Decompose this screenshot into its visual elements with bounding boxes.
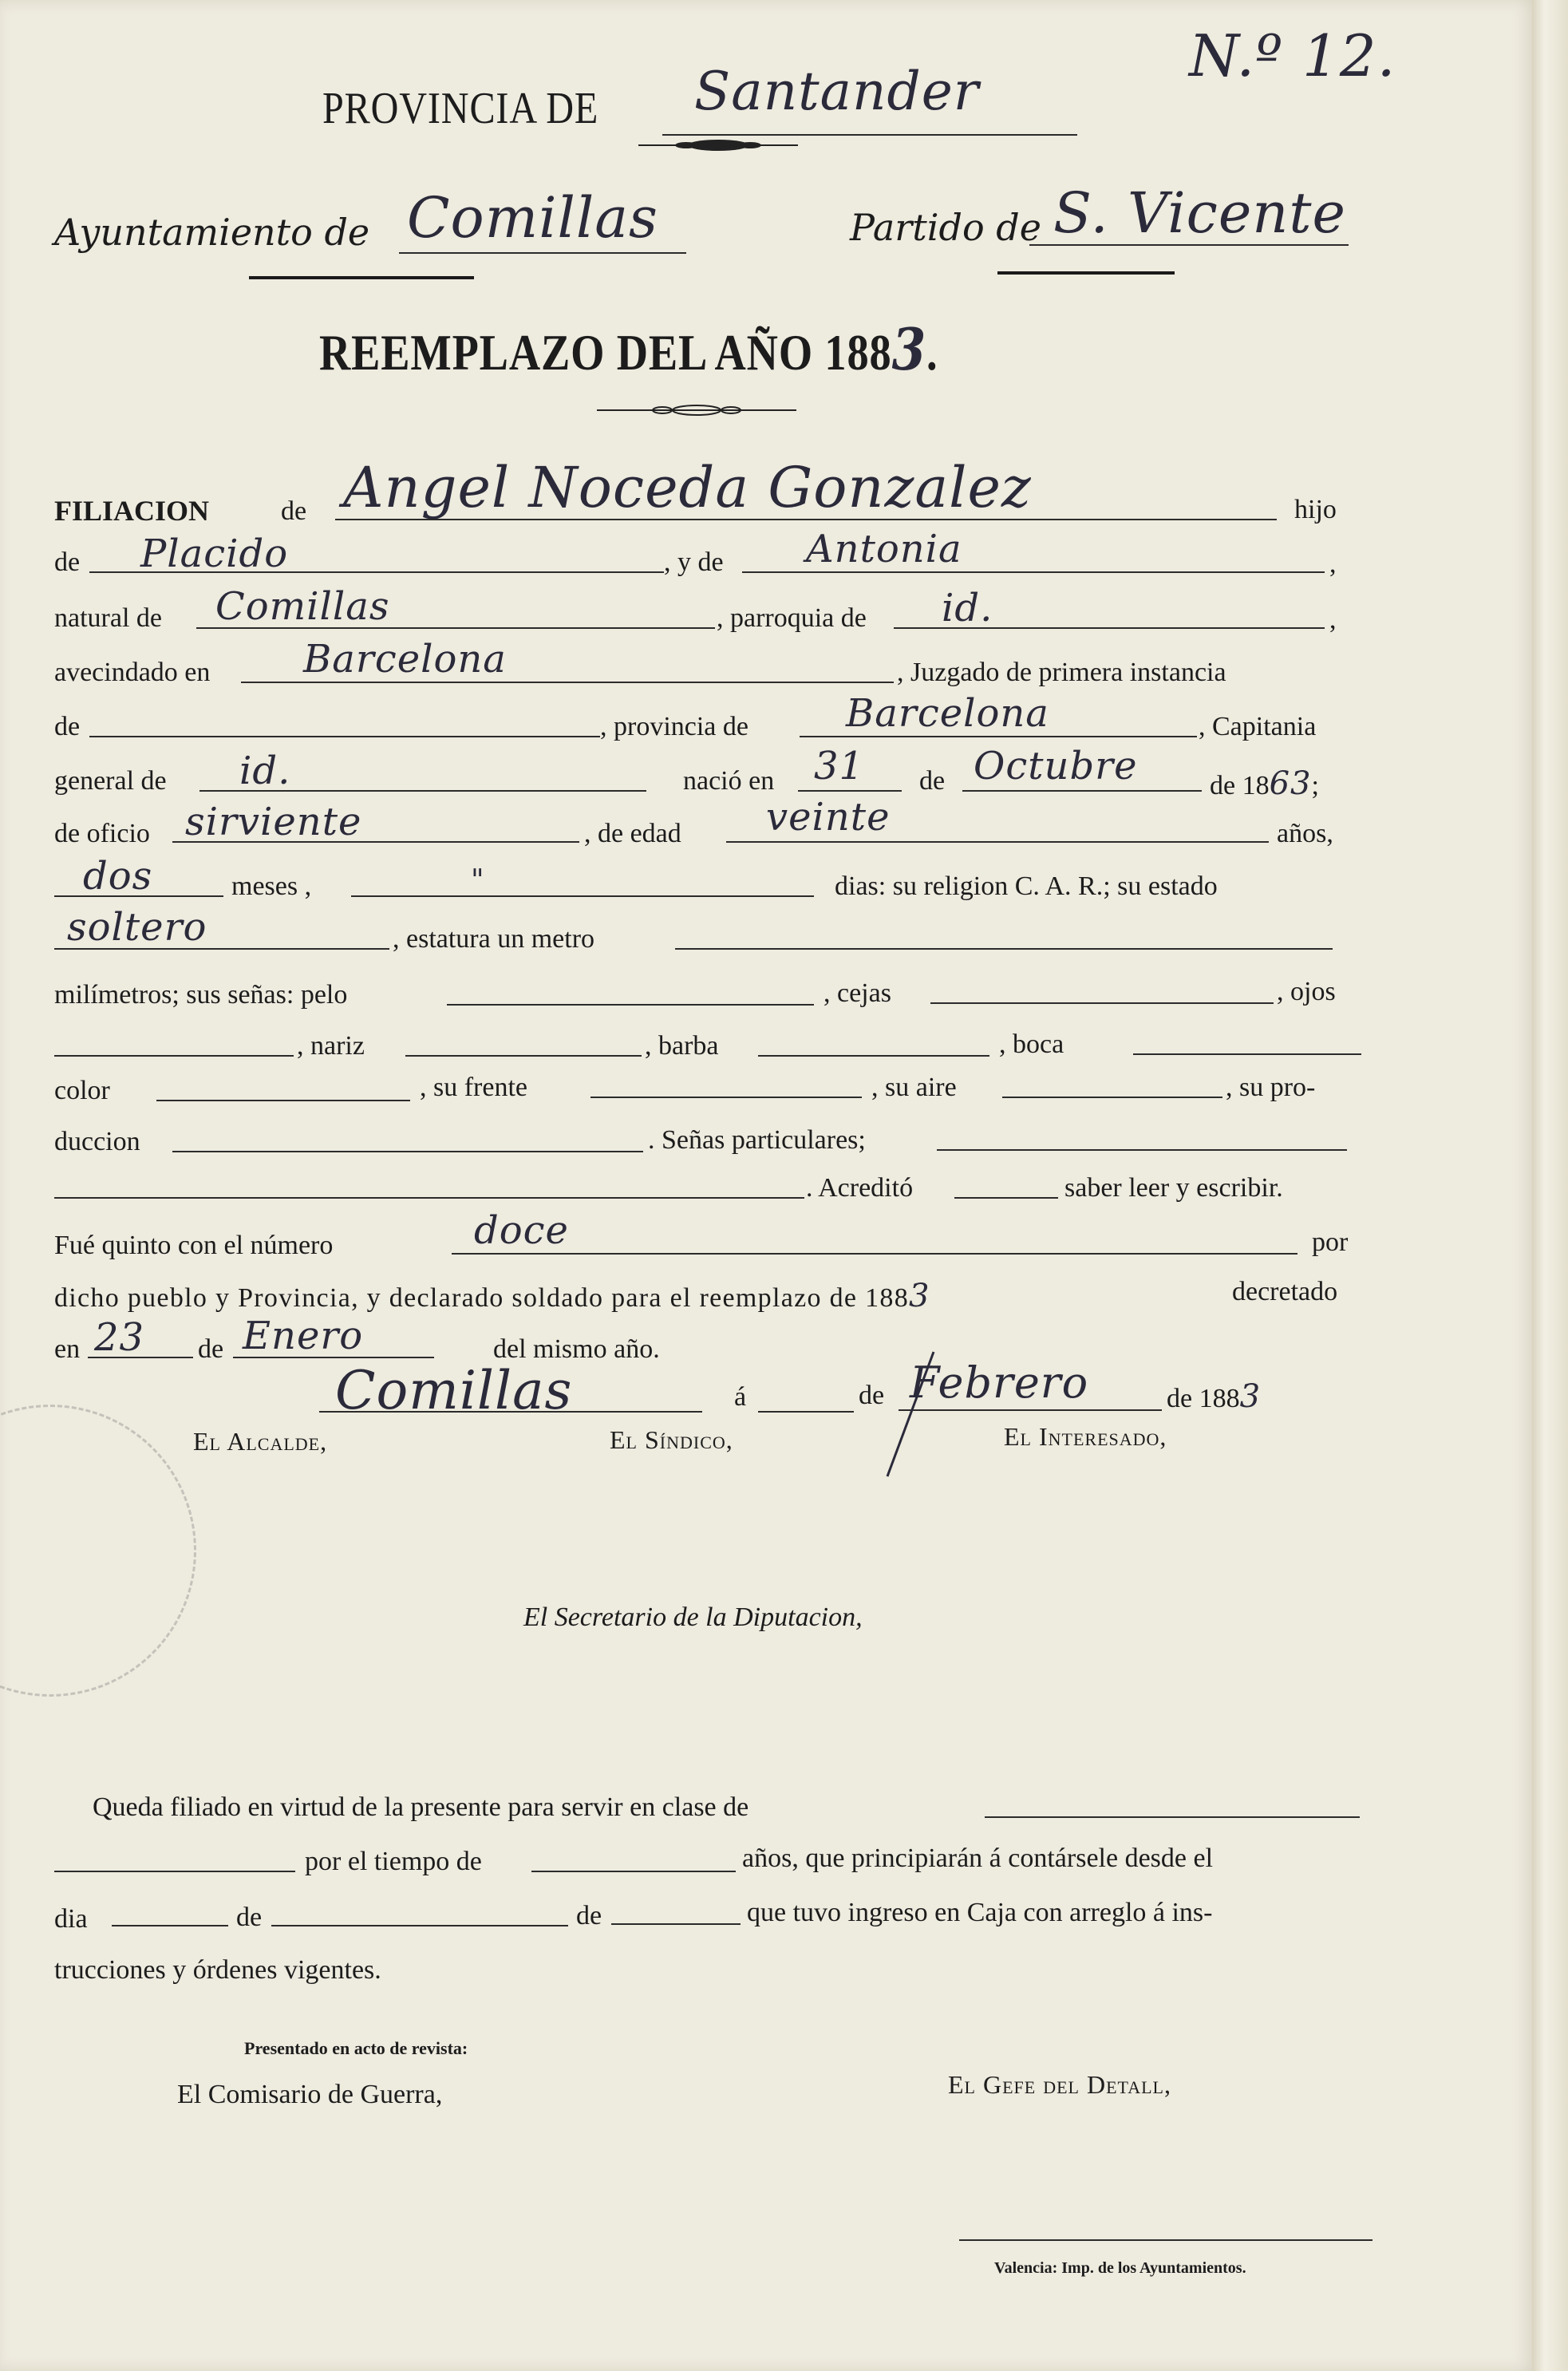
document-number: N.º 12. <box>1189 22 1396 89</box>
senas-particulares-label: . Señas particulares; <box>648 1125 866 1155</box>
signature-year: de 1883 <box>1167 1378 1262 1415</box>
anos-text: años, que principiarán á contársele desde el <box>742 1843 1214 1873</box>
senas-line-2 <box>54 1197 804 1199</box>
caja-text: que tuvo ingreso en Caja con arreglo á ins- <box>747 1898 1213 1927</box>
place-line <box>319 1411 702 1413</box>
aire-label: , su aire <box>871 1073 957 1102</box>
capitania-label: , Capitania <box>1199 712 1317 741</box>
provincia-value: Santander <box>694 61 980 122</box>
nariz-label: , nariz <box>297 1031 365 1061</box>
boca-label: , boca <box>999 1029 1064 1059</box>
leer-label: saber leer y escribir. <box>1064 1173 1283 1203</box>
edad-value: veinte <box>766 795 891 840</box>
decret-day: 23 <box>94 1315 145 1360</box>
pelo-line <box>447 1004 814 1006</box>
frente-label: , su frente <box>420 1073 528 1102</box>
decretado-label: decretado <box>1232 1277 1338 1306</box>
natural-line <box>196 627 715 629</box>
filiacion-de: de <box>281 496 307 526</box>
provincia-line-2 <box>800 736 1197 737</box>
filiacion-label: FILIACION <box>54 495 210 527</box>
juzgado-line <box>89 736 600 737</box>
barba-label: , barba <box>645 1031 719 1061</box>
provincia-ornament <box>638 137 798 153</box>
interesado-label: El Interesado, <box>1004 1422 1167 1451</box>
parroquia-label: , parroquia de <box>717 603 867 633</box>
ayuntamiento-rule <box>249 276 474 279</box>
partido-rule <box>997 271 1175 275</box>
dia-label: dia <box>54 1904 88 1934</box>
nacio-day-line <box>798 790 902 792</box>
edad-line <box>726 841 1269 843</box>
produccion-line <box>172 1151 643 1152</box>
estado-line <box>54 948 389 950</box>
de-label-4: de <box>919 766 946 796</box>
estatura-line <box>675 948 1333 950</box>
senas-particulares-line <box>937 1149 1347 1151</box>
avecindado-label: avecindado en <box>54 658 211 687</box>
color-label: color <box>54 1076 110 1105</box>
acredito-label: . Acreditó <box>806 1173 914 1203</box>
a-line <box>758 1411 854 1413</box>
recruit-name: Angel Noceda Gonzalez <box>343 455 1032 520</box>
queda-line-1: Queda filiado en virtud de la presente para servir en clase de <box>93 1792 749 1822</box>
alcalde-label: El Alcalde, <box>193 1427 328 1456</box>
dias-value: " <box>471 864 485 897</box>
meses-line <box>54 895 223 897</box>
reemplazo-title: REEMPLAZO DEL AÑO 1883. <box>319 315 938 383</box>
meses-value: dos <box>83 854 153 899</box>
cejas-label: , cejas <box>823 978 891 1008</box>
nacio-label: nació en <box>683 766 775 796</box>
dias-line <box>351 895 814 897</box>
provincia-label-2: , provincia de <box>600 712 748 741</box>
oficio-label: de oficio <box>54 819 150 848</box>
produccion-label-1: , su pro- <box>1226 1073 1316 1102</box>
natural-label: natural de <box>54 603 162 633</box>
imprenta-label: Valencia: Imp. de los Ayuntamientos. <box>994 2259 1246 2277</box>
sindico-label: El Síndico, <box>610 1425 733 1454</box>
de-label-q1: de <box>236 1903 263 1932</box>
gefe-label: El Gefe del Detall, <box>948 2070 1171 2099</box>
mismo-label: del mismo año. <box>493 1334 660 1364</box>
footer-rule <box>959 2239 1372 2241</box>
anos-label: años, <box>1277 819 1333 848</box>
nacio-day: 31 <box>814 744 865 788</box>
por-label: por <box>1312 1227 1349 1257</box>
title-ornament <box>597 402 796 418</box>
en-label: en <box>54 1334 81 1364</box>
signature-month: Febrero <box>910 1357 1089 1408</box>
nacio-month-line <box>962 790 1202 792</box>
estatura-label: , estatura un metro <box>393 924 595 954</box>
clase-line-2 <box>54 1871 295 1872</box>
father-line <box>89 571 664 573</box>
de-label-2: de <box>54 547 81 577</box>
provincia-label: PROVINCIA DE <box>322 84 599 133</box>
decret-month: Enero <box>243 1314 364 1358</box>
quinto-value: doce <box>474 1208 569 1253</box>
mother-line <box>742 571 1325 573</box>
decret-day-line <box>88 1357 193 1358</box>
boca-line <box>1133 1053 1361 1055</box>
oficio-value: sirviente <box>185 800 362 844</box>
general-label: general de <box>54 766 167 796</box>
dia-line <box>112 1925 228 1926</box>
senas-label: milímetros; sus señas: pelo <box>54 980 348 1010</box>
a-label: á <box>734 1382 747 1412</box>
comisario-label: El Comisario de Guerra, <box>177 2080 443 2109</box>
dia-month-line <box>271 1925 568 1926</box>
de-label-3: de <box>54 712 81 741</box>
name-line <box>335 519 1277 520</box>
signature-place: Comillas <box>335 1360 573 1421</box>
secretario-label: El Secretario de la Diputacion, <box>523 1602 863 1632</box>
barba-line <box>758 1055 989 1057</box>
provincia-value-2: Barcelona <box>846 691 1049 736</box>
queda-line-4: trucciones y órdenes vigentes. <box>54 1955 381 1985</box>
produccion-label-2: duccion <box>54 1127 140 1156</box>
parroquia-line <box>894 627 1325 629</box>
ayuntamiento-label: Ayuntamiento de <box>54 211 370 254</box>
dia-year-line <box>611 1923 741 1925</box>
comma-1: , <box>1329 549 1337 579</box>
partido-label: Partido de <box>850 206 1041 249</box>
dias-label: dias: su religion C. A. R.; su estado <box>835 871 1218 901</box>
juzgado-label: , Juzgado de primera instancia <box>897 658 1226 687</box>
avecindado-line <box>241 682 894 683</box>
edad-label: , de edad <box>584 819 681 848</box>
nacio-year-label: de 1863; <box>1210 765 1319 802</box>
dicho-line: dicho pueblo y Provincia, y declarado soldado para el reemplazo de 1883 <box>54 1278 930 1314</box>
hijo-label: hijo <box>1294 495 1337 524</box>
provincia-line <box>662 134 1077 136</box>
quinto-label: Fué quinto con el número <box>54 1231 334 1260</box>
oficio-line <box>172 841 579 843</box>
de-label-q2: de <box>576 1901 602 1930</box>
por-tiempo-label: por el tiempo de <box>305 1847 482 1876</box>
tiempo-line <box>531 1871 736 1872</box>
acredito-line <box>954 1197 1058 1199</box>
meses-label: meses , <box>231 871 312 901</box>
de-label-5: de <box>198 1334 224 1364</box>
cejas-line <box>930 1002 1274 1004</box>
quinto-line <box>452 1253 1297 1255</box>
signature-stroke <box>878 1349 942 1484</box>
y-de-label: , y de <box>664 547 724 577</box>
presentado-label: Presentado en acto de revista: <box>244 2038 468 2058</box>
partido-value: S. Vicente <box>1053 180 1346 246</box>
parroquia-value: id. <box>942 586 993 630</box>
natural-value: Comillas <box>215 584 390 629</box>
ojos-line <box>54 1055 294 1057</box>
aire-line <box>1002 1097 1222 1098</box>
general-line <box>199 790 646 792</box>
general-value: id. <box>239 749 291 793</box>
page-edge <box>1532 0 1568 2371</box>
nariz-line <box>405 1055 642 1057</box>
comma-2: , <box>1329 605 1337 634</box>
decret-month-line <box>233 1357 434 1358</box>
avecindado-value: Barcelona <box>303 637 507 682</box>
nacio-month: Octubre <box>974 744 1138 788</box>
ojos-label: , ojos <box>1277 977 1336 1006</box>
color-line <box>156 1100 410 1101</box>
estado-value: soltero <box>67 905 207 950</box>
ayuntamiento-line <box>399 252 686 254</box>
clase-line <box>985 1816 1360 1818</box>
ayuntamiento-value: Comillas <box>407 185 658 251</box>
father-name: Placido <box>140 531 289 576</box>
de-label-6: de <box>859 1381 885 1410</box>
frente-line <box>590 1097 862 1098</box>
partido-line <box>1029 244 1349 246</box>
mother-name: Antonia <box>806 527 962 571</box>
